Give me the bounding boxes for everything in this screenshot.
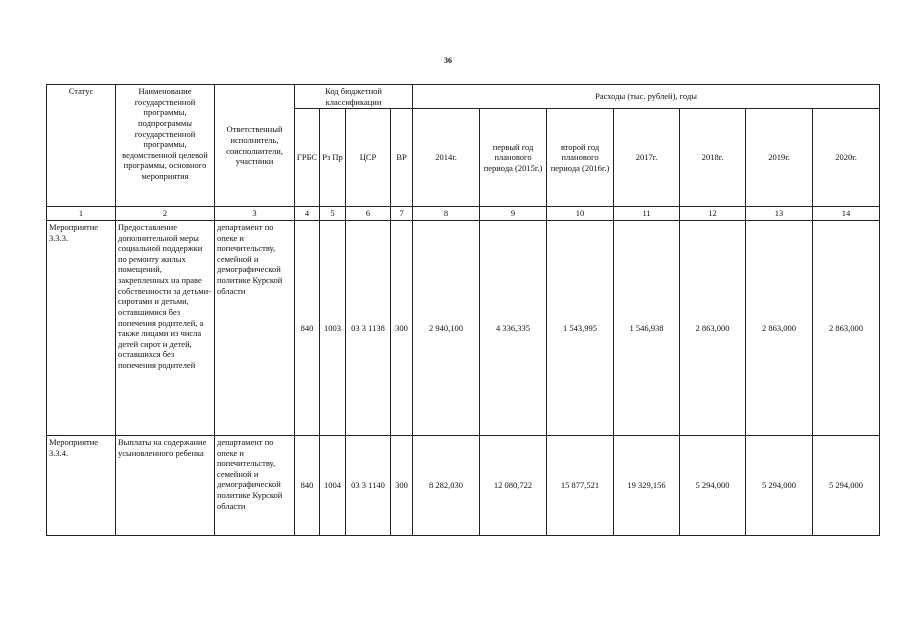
header-status: Статус bbox=[47, 85, 116, 207]
column-number: 10 bbox=[547, 207, 614, 221]
row-2017: 19 329,156 bbox=[614, 435, 680, 535]
header-2015: первый год планового периода (2015г.) bbox=[480, 109, 547, 207]
header-grbs: ГРБС bbox=[295, 109, 320, 207]
header-2017: 2017г. bbox=[614, 109, 680, 207]
header-rzpr: Рз Пр bbox=[320, 109, 346, 207]
table-row bbox=[47, 220, 880, 435]
column-number: 6 bbox=[346, 207, 391, 221]
row-2019: 2 863,000 bbox=[746, 220, 813, 435]
row-2016: 15 877,521 bbox=[547, 435, 614, 535]
row-2019: 5 294,000 bbox=[746, 435, 813, 535]
header-vr: ВР bbox=[391, 109, 413, 207]
row-2014: 2 940,100 bbox=[413, 220, 480, 435]
header-responsible: Ответственный исполнитель, соисполнители, участники bbox=[215, 85, 295, 207]
budget-table bbox=[46, 84, 880, 536]
row-vr: 300 bbox=[391, 220, 413, 435]
row-status: Мероприятие 3.3.4. bbox=[47, 435, 116, 535]
header-csr: ЦСР bbox=[346, 109, 391, 207]
row-2018: 5 294,000 bbox=[680, 435, 746, 535]
header-expenses: Расходы (тыс. рублей), годы bbox=[413, 85, 880, 109]
header-2014: 2014г. bbox=[413, 109, 480, 207]
row-rzpr: 1004 bbox=[320, 435, 346, 535]
header-2020: 2020г. bbox=[813, 109, 880, 207]
row-grbs: 840 bbox=[295, 220, 320, 435]
column-number: 5 bbox=[320, 207, 346, 221]
row-2015: 12 080,722 bbox=[480, 435, 547, 535]
row-2018: 2 863,000 bbox=[680, 220, 746, 435]
row-name: Выплаты на содержание усыновленного ребенка bbox=[116, 435, 215, 535]
column-number: 3 bbox=[215, 207, 295, 221]
header-name: Наименование государственной программы, подпрограммы государственной программы, ведомственной целевой программы, основного мероприятия bbox=[116, 85, 215, 207]
column-number: 7 bbox=[391, 207, 413, 221]
header-row-1 bbox=[47, 85, 880, 109]
row-rzpr: 1003 bbox=[320, 220, 346, 435]
row-csr: 03 3 1138 bbox=[346, 220, 391, 435]
table-row bbox=[47, 435, 880, 535]
header-2019: 2019г. bbox=[746, 109, 813, 207]
row-2015: 4 336,335 bbox=[480, 220, 547, 435]
row-vr: 300 bbox=[391, 435, 413, 535]
column-number: 2 bbox=[116, 207, 215, 221]
page-number: 36 bbox=[444, 56, 452, 65]
column-number: 1 bbox=[47, 207, 116, 221]
column-number: 13 bbox=[746, 207, 813, 221]
column-number: 11 bbox=[614, 207, 680, 221]
column-number: 4 bbox=[295, 207, 320, 221]
column-number: 14 bbox=[813, 207, 880, 221]
row-grbs: 840 bbox=[295, 435, 320, 535]
row-2020: 5 294,000 bbox=[813, 435, 880, 535]
header-budget-code: Код бюджетной классификации bbox=[295, 85, 413, 109]
row-2016: 1 543,995 bbox=[547, 220, 614, 435]
row-responsible: департамент по опеке и попечительству, семейной и демографической политике Курской области bbox=[215, 435, 295, 535]
row-responsible: департамент по опеке и попечительству, семейной и демографической политике Курской области bbox=[215, 220, 295, 435]
column-number: 8 bbox=[413, 207, 480, 221]
column-number: 9 bbox=[480, 207, 547, 221]
row-status: Мероприятие 3.3.3. bbox=[47, 220, 116, 435]
row-csr: 03 3 1140 bbox=[346, 435, 391, 535]
row-2020: 2 863,000 bbox=[813, 220, 880, 435]
header-2018: 2018г. bbox=[680, 109, 746, 207]
row-2017: 1 546,938 bbox=[614, 220, 680, 435]
header-2016: второй год планового периода (2016г.) bbox=[547, 109, 614, 207]
row-2014: 8 282,030 bbox=[413, 435, 480, 535]
column-number: 12 bbox=[680, 207, 746, 221]
column-number-row bbox=[47, 207, 880, 221]
row-name: Предоставление дополнительной меры социальной поддержки по ремонту жилых помещений, закрепленных на праве собственности за детьми-сиротами и детьми, оставшимися без попечения родителей, а также лицами из числа детей сирот и детей, оставшихся без попечения родителей bbox=[116, 220, 215, 435]
